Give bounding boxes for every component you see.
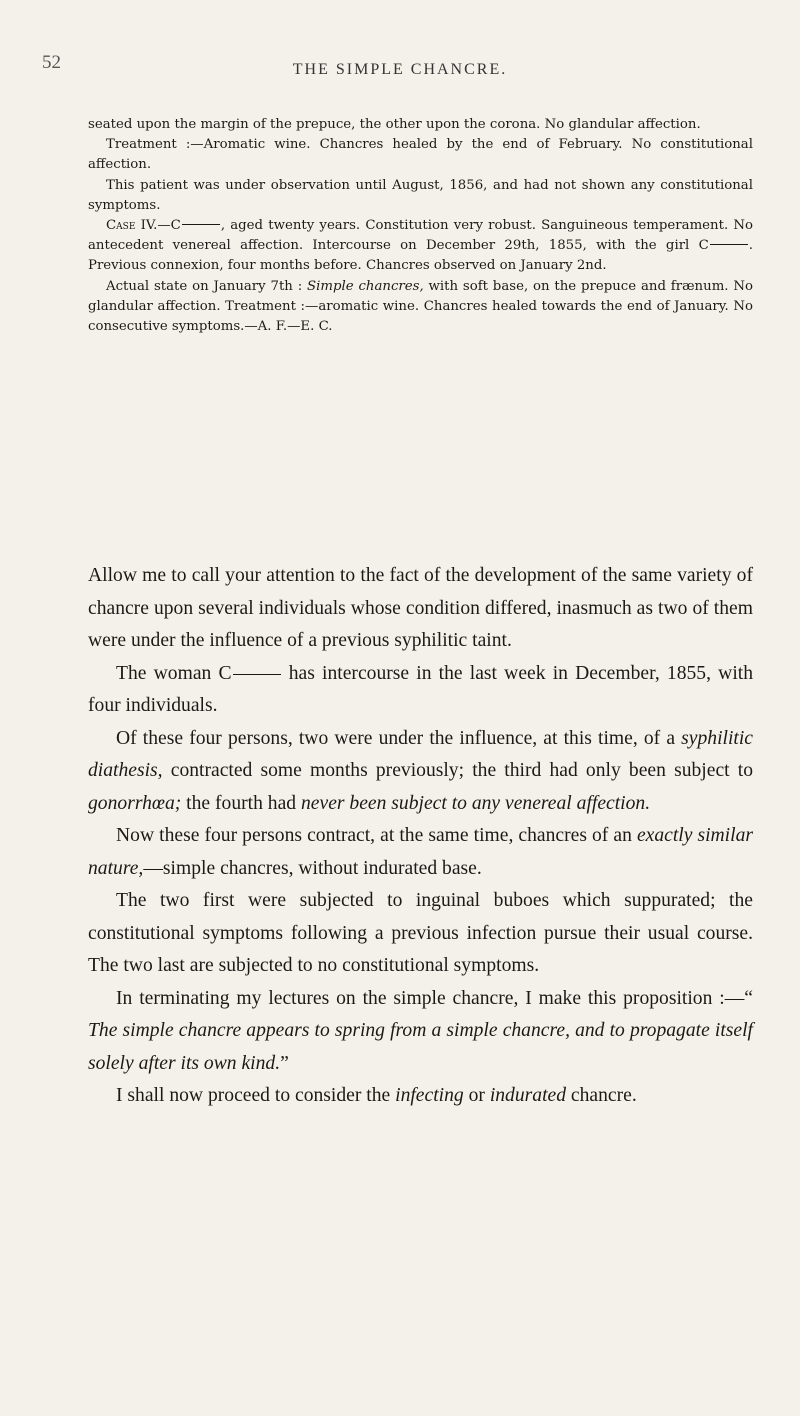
case-paragraph: This patient was under observation until August, 1856, and had not shown any constitutional symptoms. <box>88 177 753 213</box>
italic-run: never been subject to any venereal affection. <box>301 792 651 814</box>
text-run: In terminating my lectures on the simple chancre, I make this proposition :—“ <box>116 987 753 1009</box>
text-run: IV.—C <box>140 218 181 234</box>
text-run: or <box>463 1085 490 1106</box>
text-run: Of these four persons, two were under the influence, at this time, of a <box>116 727 682 749</box>
text-run: the fourth had <box>181 792 301 814</box>
name-dash <box>710 244 748 245</box>
text-run: Now these four persons contract, at the same time, chancres of an <box>116 825 637 846</box>
case-label: Case <box>106 218 136 234</box>
case-paragraph: Treatment :—Aromatic wine. Chancres healed by the end of February. No constitutional affection. <box>88 137 753 173</box>
italic-run: syphilitic diathesis, <box>88 727 753 781</box>
text-run: contracted some months previously; the third had only been subject to <box>162 760 753 781</box>
lecture-paragraph: Allow me to call your attention to the fact of the development of the same variety of chancre upon several individuals whose condition differed, inasmuch as two of them were under the influence of a previous syphilitic taint. <box>88 565 753 651</box>
lecture-paragraph <box>88 983 753 1081</box>
text-run: Actual state on January 7th : <box>106 278 308 294</box>
italic-run: indurated <box>489 1085 567 1106</box>
text-run: with soft base, on the prepuce and frænum. No glandular affection. Treatment :—aromatic wine. Chancres healed towards the end of January. No consecutive symptoms.—A. F.—E. C. <box>88 278 753 335</box>
italic-run: exactly similar nature, <box>88 825 753 879</box>
lecture-paragraph <box>88 658 753 723</box>
page-number: 52 <box>42 52 61 73</box>
text-run: , aged twenty years. Constitution very robust. Sanguineous temperament. No antecedent venereal affection. Intercourse on December 29th, 1855, with the girl C <box>88 218 754 254</box>
lecture-text <box>88 560 753 1113</box>
text-run: chancre. <box>566 1085 637 1106</box>
running-head: THE SIMPLE CHANCRE. <box>292 61 508 78</box>
name-dash <box>182 224 220 225</box>
case-paragraph <box>88 277 753 338</box>
italic-run: The simple chancre appears to spring from a simple chancre, and to propagate itself solely after its own kind. <box>88 1020 753 1074</box>
text-run: . Previous connexion, four months before. Chancres observed on January 2nd. <box>88 238 753 274</box>
text-run: has intercourse in the last week in December, 1855, with four individuals. <box>88 662 753 716</box>
name-dash <box>233 674 281 675</box>
lecture-paragraph <box>88 820 753 885</box>
italic-run: Simple chancres, <box>307 278 424 294</box>
text-run: —simple chancres, without indurated base. <box>143 857 482 879</box>
text-run: I shall now proceed to consider the <box>116 1085 396 1106</box>
lecture-paragraph <box>88 723 753 821</box>
italic-run: infecting <box>395 1085 464 1106</box>
text-run: ” <box>280 1052 289 1074</box>
lecture-paragraph <box>88 1080 753 1113</box>
lecture-paragraph: The two first were subjected to inguinal buboes which suppurated; the constitutional symptoms following a previous infection pursue their usual course. The two last are subjected to no constitutional symptoms. <box>88 890 753 976</box>
case-paragraph <box>88 216 753 277</box>
text-run: The woman C <box>116 662 232 684</box>
case-notes <box>88 115 753 337</box>
italic-run: gonorrhœa; <box>88 792 182 814</box>
case-paragraph: seated upon the margin of the prepuce, the other upon the corona. No glandular affection. <box>88 117 701 132</box>
